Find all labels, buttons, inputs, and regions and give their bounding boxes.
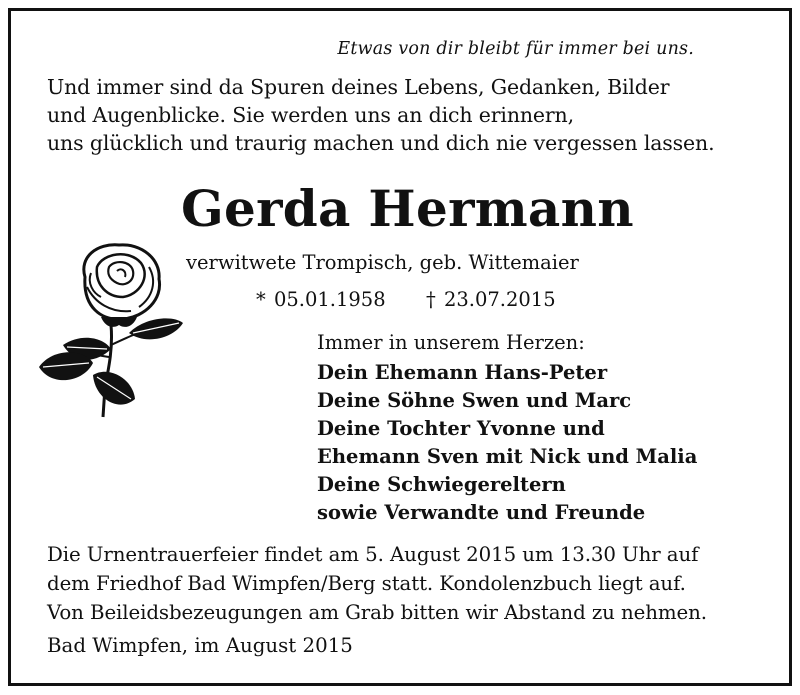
intro-line: uns glücklich und traurig machen und dich nie vergessen lassen. [47,131,715,155]
mourner-line: Deine Tochter Yvonne und [317,417,605,440]
service-line: Die Urnentrauerfeier findet am 5. August 2015 um 13.30 Uhr auf [47,543,699,566]
maiden-name: verwitwete Trompisch, geb. Wittemaier [186,251,579,274]
life-dates [256,288,556,311]
service-info [47,540,777,627]
service-line: dem Friedhof Bad Wimpfen/Berg statt. Kondolenzbuch liegt auf. [47,572,686,595]
mourners-list [317,359,697,527]
rose-icon [33,237,183,422]
birth-date: * 05.01.1958 [256,288,386,311]
mourner-line: Dein Ehemann Hans-Peter [317,361,608,384]
deceased-name: Gerda Hermann [181,179,634,238]
intro-line: und Augenblicke. Sie werden uns an dich erinnern, [47,103,574,127]
intro-line: Und immer sind da Spuren deines Lebens, Gedanken, Bilder [47,75,670,99]
mourner-line: Deine Schwiegereltern [317,473,566,496]
death-date: † 23.07.2015 [426,288,556,311]
mourner-line: sowie Verwandte und Freunde [317,501,646,524]
mourner-line: Deine Söhne Swen und Marc [317,389,632,412]
mourner-line: Ehemann Sven mit Nick und Malia [317,445,698,468]
memory-line: Immer in unserem Herzen: [317,331,585,354]
service-line: Von Beileidsbezeugungen am Grab bitten wir Abstand zu nehmen. [47,601,707,624]
motto: Etwas von dir bleibt für immer bei uns. [337,39,694,59]
place-date: Bad Wimpfen, im August 2015 [47,634,353,657]
intro-text [47,73,767,157]
obituary-notice [8,8,792,686]
